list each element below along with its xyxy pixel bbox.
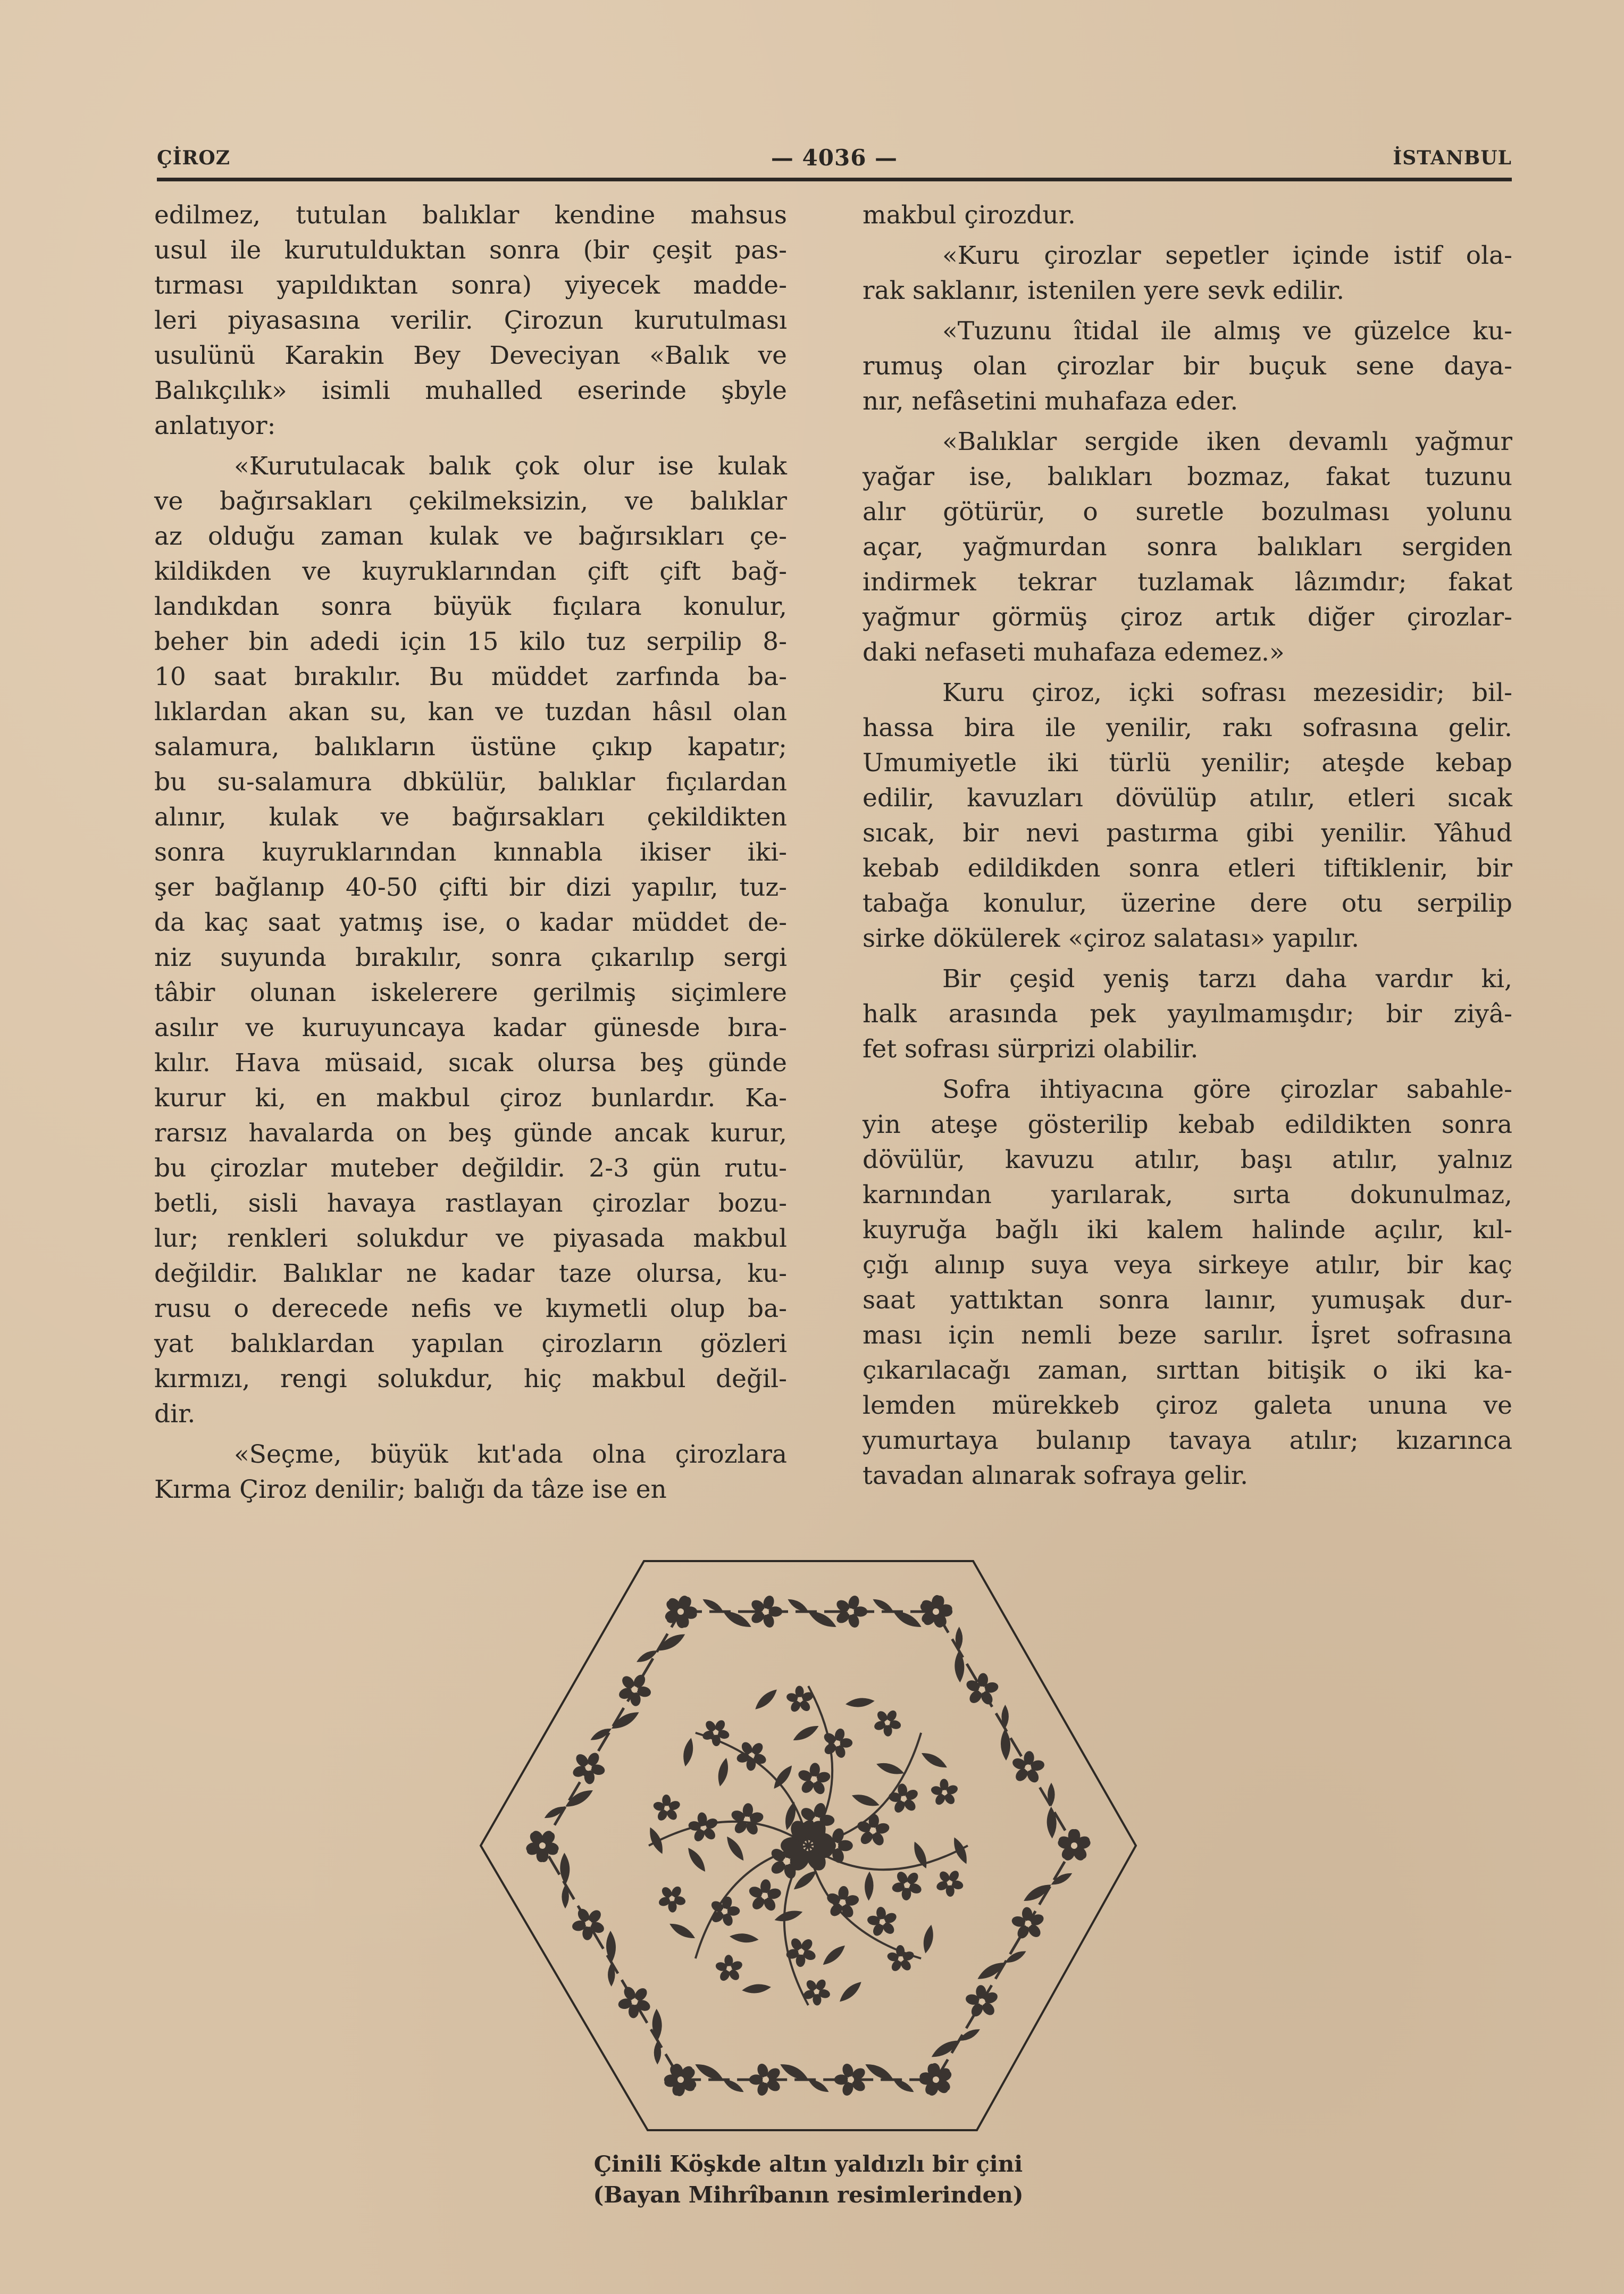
paragraph-gap [863,956,1512,962]
text-line: anlatıyor: [154,411,276,440]
tile-illustration [479,1556,1138,2135]
paragraph [863,675,1512,956]
text-line: çığı alınıp suya veya sirkeye atılır, bir kaç [863,1250,1512,1280]
text-line: edilir, kavuzları dövülüp atılır, etleri sıcak [863,783,1512,813]
leaf-motif [730,1933,759,1942]
flower-motif [730,1803,764,1837]
text-line: sıcak, bir nevi pastırma gibi yenilir. Yâhud [863,819,1512,848]
text-line: Kuru çiroz, içki sofrası mezesidir; bil- [942,678,1512,707]
text-line: fet sofrası sürprizi olabilir. [863,1035,1199,1064]
flower-motif [748,1879,782,1913]
text-line: kırmızı, rengi solukdur, hiç makbul değil- [154,1364,787,1394]
text-line: hassa bira ile yenilir, rakı sofrasına gelir. [863,713,1512,743]
flower-motif [652,1795,681,1823]
text-line: az olduğu zaman kulak ve bağırsıkları çe- [154,522,787,551]
text-line: şer bağlanıp 40-50 çifti bir dizi yapılır, tuz- [154,873,787,902]
flower-motif [1011,1907,1045,1941]
leaf-motif [742,1984,771,1993]
flower-motif [886,1945,915,1973]
text-line: yumurtaya bulanıp tavaya atılır; kızarınca [863,1426,1512,1455]
page-number: — 4036 — [771,145,898,171]
flower-motif [935,1869,964,1897]
flower-motif [873,1709,902,1737]
text-line: lıklardan akan su, kan ve tuzdan hâsıl olan [154,697,787,727]
text-line: rusu o derecede nefis ve kıymetli olup ba- [154,1294,787,1323]
text-line: yat balıklardan yapılan çirozların gözleri [154,1329,787,1358]
text-line: Umumiyetle iki türlü yenilir; ateşde kebap [863,748,1512,778]
text-line: sonra kuyruklarından kınnabla ikiser iki- [154,838,787,867]
text-line: «Kuru çirozlar sepetler içinde istif ola- [942,241,1512,270]
text-line: alınır, kulak ve bağırsakları çekildikten [154,803,787,832]
text-line: leri piyasasına verilir. Çirozun kurutulması [154,306,787,335]
text-line: Bir çeşid yeniş tarzı daha vardır ki, [942,964,1512,994]
publication-name: İSTANBUL [1393,147,1512,169]
leaf-motif [840,1982,861,2001]
text-line: rumuş olan çirozlar bir buçuk sene daya- [863,352,1512,381]
text-line: «Tuzunu îtidal ile almış ve güzelce ku- [942,316,1512,346]
text-line: tâbir olunan iskelerere gerilmiş siçimlere [154,978,787,1007]
leaf-motif [637,1650,658,1662]
text-line: beher bin adedi için 15 kilo tuz serpilip 8- [154,627,787,656]
caption-title: Çinili Köşkde altın yaldızlı bir çini [593,2151,1023,2177]
flower-motif [525,1829,560,1863]
paragraph [863,198,1512,233]
paragraph-gap [863,233,1512,238]
leaf-motif [873,1599,893,1612]
text-line: kebab edildikden sonra etleri tiftiklenir, bir [863,854,1512,883]
leaf-motif [924,1925,933,1954]
leaf-motif [808,2080,829,2092]
paragraph-gap [863,1067,1512,1072]
paragraph [154,449,787,1432]
text-line: dövülür, kavuzu atılır, başı atılır, yalnız [863,1145,1512,1174]
text-line: ması için nemli beze sarılır. İşret sofrasına [863,1321,1512,1350]
leaf-motif [723,1612,751,1627]
flower-motif [709,1896,740,1928]
paragraph [863,314,1512,419]
running-head [157,143,1512,174]
text-line: bu çirozlar muteber değildir. 2-3 gün rutu- [154,1154,787,1183]
text-line: salamura, balıkların üstüne çıkıp kapatır; [154,732,787,762]
flower-motif [797,1763,831,1797]
leaf-motif [893,1612,922,1627]
text-line: bu su-salamura dbkülür, balıklar fıçılardan [154,768,787,797]
text-line: rak saklanır, istenilen yere sevk edilir. [863,276,1345,305]
text-line: saat yattıktan sonra laınır, yumuşak dur- [863,1286,1512,1315]
leaf-motif [1001,1729,1010,1761]
text-line: açar, yağmurdan sonra balıkları sergiden [863,532,1512,562]
text-line: tırması yapıldıktan sonra) yiyecek madde- [154,271,787,300]
flower-motif [571,1751,606,1785]
left-text-column [154,198,787,1507]
paragraph-gap [154,1432,787,1437]
text-line: da kaç saat yatmış ise, o kadar müddet de- [154,908,787,937]
text-line: yin ateşe gösterilip kebab edildikten sonra [863,1110,1512,1139]
text-line: betli, sisli havaya rastlayan çirozlar bozu- [154,1189,787,1218]
leaf-motif [560,1853,570,1884]
text-line: Balıkçılık» isimli muhalled eserinde şbyle [154,376,787,405]
leaf-motif [755,1690,777,1709]
flower-motif [617,1673,652,1707]
leaf-motif [723,2080,744,2092]
text-line: «Seçme, büyük kıt'ada olna çirozlara [234,1440,787,1469]
text-line: indirmek tekrar tuzlamak lâzımdır; fakat [863,568,1512,597]
text-line: değildir. Balıklar ne kadar taze olursa, ku- [154,1259,787,1288]
text-line: usul ile kurutulduktan sonra (bir çeşit pas- [154,236,787,265]
flower-motif [888,1783,919,1814]
leaf-motif [893,2080,914,2092]
text-line: rarsız havalarda on beş günde ancak kurur, [154,1119,787,1148]
paragraph-gap [863,308,1512,314]
hexagonal-tile-drawing [479,1556,1138,2135]
text-line: makbul çirozdur. [863,201,1076,230]
leaf-motif [876,1763,904,1774]
text-line: alır götürür, o suretle bozulması yolunu [863,497,1512,527]
paragraph-gap [863,670,1512,675]
leaf-motif [683,1738,693,1766]
text-line: edilmez, tutulan balıklar kendine mahsus [154,201,787,230]
paragraph-gap [154,444,787,449]
leaf-motif [688,1848,705,1872]
leaf-motif [865,2064,893,2080]
flower-motif [891,1870,923,1900]
text-line: sirke dökülerek «çiroz salatası» yapılır. [863,924,1360,953]
leaf-motif [1005,1951,1026,1963]
text-line: kildikden ve kuyruklarından çift çift bağ- [154,557,787,586]
flower-motif [701,1719,730,1747]
text-line: çıkarılacağı zaman, sırttan bitişik o iki ka- [863,1356,1512,1385]
text-line: yağmur görmüş çiroz artık diğer çirozlar- [863,603,1512,632]
paragraph [154,198,787,444]
text-line: Kırma Çiroz denilir; balığı da tâze ise en [154,1475,667,1504]
leaf-motif [774,1765,792,1789]
text-line: lur; renkleri solukdur ve piyasada makbul [154,1224,787,1253]
text-line: usulünü Karakin Bey Deveciyan «Balık ve [154,341,787,370]
text-line: kuyruğa bağlı iki kalem halinde açılır, kıl- [863,1215,1512,1245]
leaf-motif [718,1758,728,1787]
section-title: ÇİROZ [157,147,231,169]
flower-motif [1011,1750,1045,1784]
paragraph-gap [863,419,1512,424]
figure-caption [479,2149,1138,2210]
leaf-motif [808,1612,836,1627]
text-line: landıkdan sonra büyük fıçılara konulur, [154,592,787,621]
text-line: «Kurutulacak balık çok olur ise kulak [234,452,787,481]
text-line: 10 saat bırakılır. Bu müddet zarfında ba- [154,662,787,691]
text-line: karnından yarılarak, sırta dokunulmaz, [863,1180,1512,1209]
leaf-motif [775,1911,803,1921]
flower-motif [930,1779,959,1807]
leaf-motif [793,1726,819,1740]
flower-motif [715,1955,743,1983]
leaf-motif [695,2064,723,2080]
paragraph [863,238,1512,308]
paragraph [863,962,1512,1067]
flower-motif [1057,1829,1091,1863]
paragraph [863,1072,1512,1494]
right-text-column [863,198,1512,1494]
leaf-motif [794,1871,817,1890]
leaf-motif [788,1599,808,1612]
leaf-motif [922,1753,947,1767]
text-line: kurur ki, en makbul çiroz bunlardır. Ka- [154,1083,787,1113]
text-line: tavadan alınarak sofraya gelir. [863,1461,1249,1490]
text-line: «Balıklar sergide iken devamlı yağmur [942,427,1512,456]
caption-credit: (Bayan Mihrîbanın resimlerinden) [593,2182,1024,2208]
text-line: kılır. Hava müsaid, sıcak olursa beş günde [154,1048,787,1078]
leaf-motif [1047,1807,1057,1839]
flower-motif [867,1906,898,1938]
text-line: yağar ise, balıkları bozmaz, fakat tuzunu [863,462,1512,491]
paragraph [863,424,1512,670]
leaf-motif [780,2064,808,2080]
text-line: asılır ve kuruyuncaya kadar günesde bıra- [154,1013,787,1042]
text-line: lemden mürekkeb çiroz galeta ununa ve [863,1391,1512,1420]
floral-medallion [649,1686,968,2006]
leaf-motif [727,1837,743,1861]
paragraph [154,1437,787,1507]
leaf-motif [852,1795,880,1806]
leaf-motif [669,1924,695,1938]
text-line: Sofra ihtiyacına göre çirozlar sabahle- [942,1075,1512,1104]
leaf-motif [823,1946,845,1965]
flower-motif [965,1984,999,2018]
flower-motif [658,1884,687,1913]
flower-motif [965,1673,999,1707]
flower-motif [856,1814,890,1848]
text-line: tabağa konulur, üzerine dere otu serpilip [863,889,1512,918]
leaf-motif [846,1698,875,1707]
leaf-motif [702,1599,723,1612]
flower-motif [571,1907,606,1941]
leaf-motif [865,1872,874,1901]
text-line: dir. [154,1399,196,1429]
flower-motif [617,1985,652,2019]
text-line: niz suyunda bırakılır, sonra çıkarılıp sergi [154,943,787,972]
header-rule [157,178,1512,181]
text-line: halk arasında pek yayılmamışdır; bir ziyâ- [863,999,1512,1029]
text-line: nır, nefâsetini muhafaza eder. [863,387,1238,416]
text-line: daki nefaseti muhafaza edemez.» [863,638,1285,667]
text-line: ve bağırsakları çekilmeksizin, ve balıklar [154,487,787,516]
